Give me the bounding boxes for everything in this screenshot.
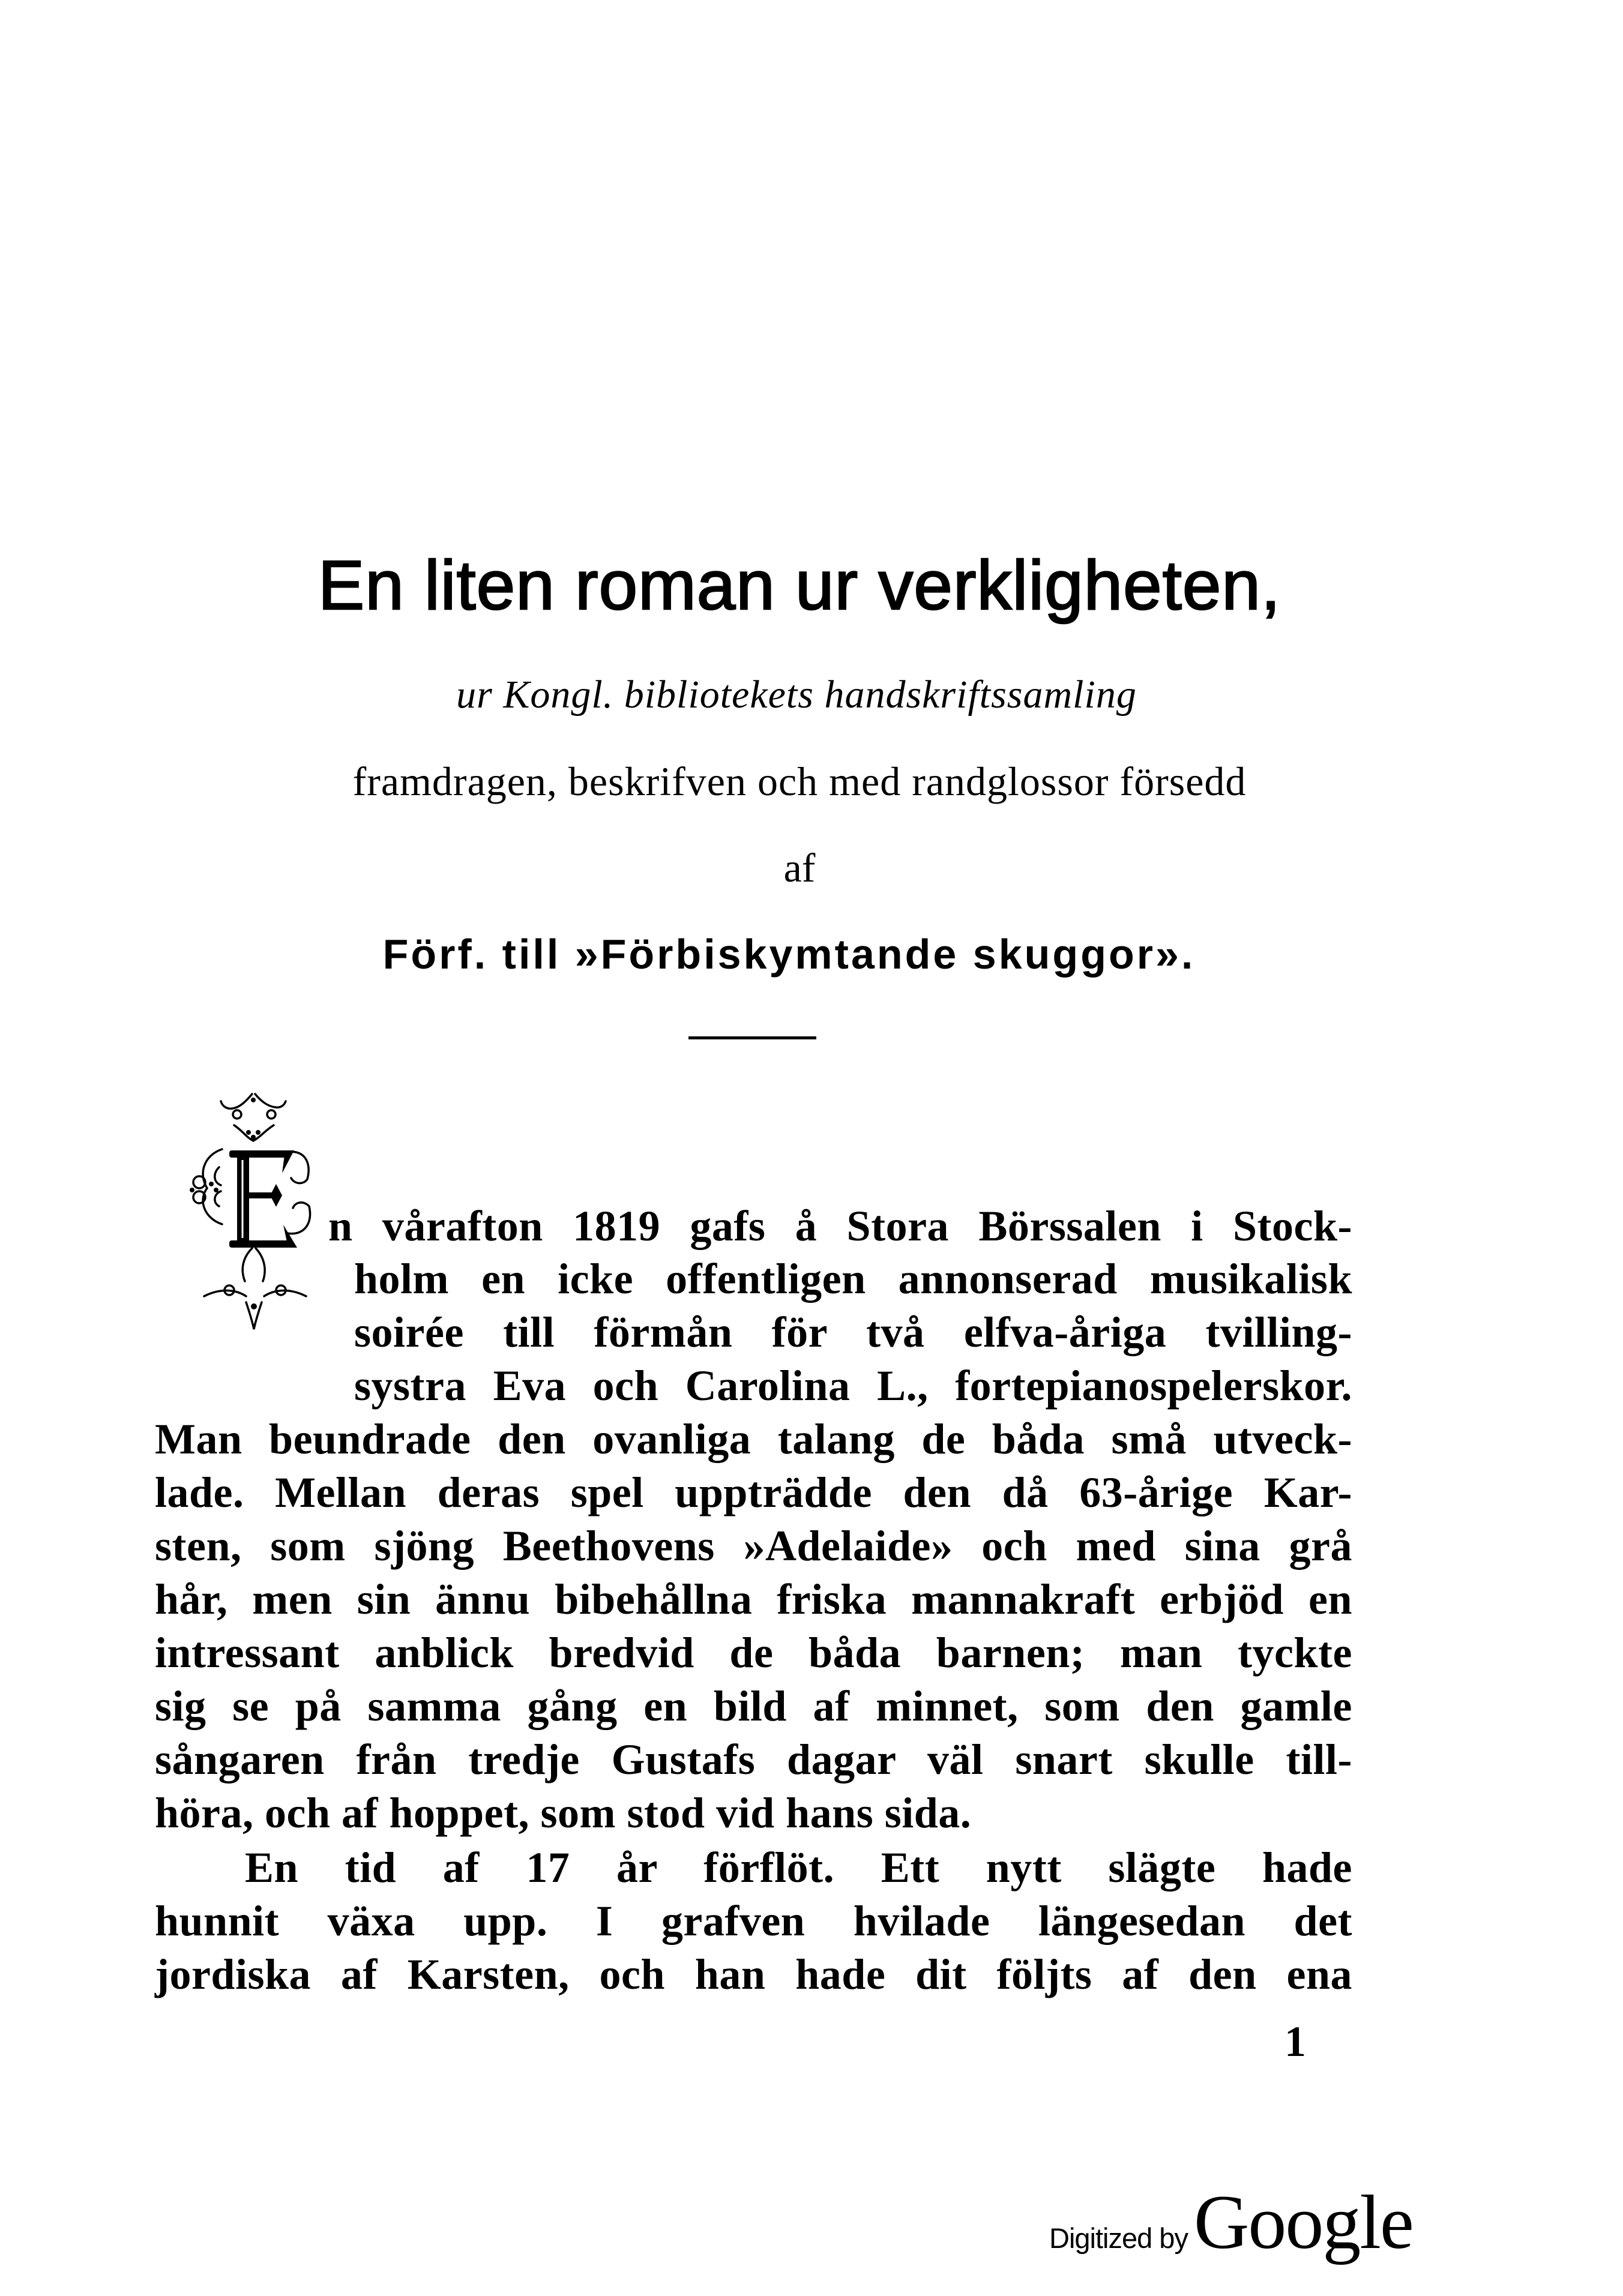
chapter-title-text: En liten roman ur verkligheten, <box>318 546 1281 624</box>
body-line: jordiska af Karsten, och han hade dit följts af den ena <box>155 1950 1352 1998</box>
body-line: En tid af 17 år förflöt. Ett nytt slägte hade <box>245 1844 1352 1892</box>
body-line: lade. Mellan deras spel uppträdde den då 63-årige Kar- <box>155 1468 1352 1516</box>
body-line: sig se på samma gång en bild af minnet, som den gamle <box>155 1682 1352 1730</box>
dropcap-ornament-icon <box>180 1083 330 1335</box>
subtitle-description <box>0 757 1623 805</box>
google-logo-icon: Google <box>1193 2180 1413 2265</box>
body-line: hunnit växa upp. I grafven hvilade längesedan det <box>155 1897 1352 1945</box>
subtitle-source-text: ur Kongl. bibliotekets handskriftssamling <box>456 673 1137 717</box>
body-line: höra, och af hoppet, som stod vid hans sida. <box>155 1789 972 1837</box>
digitized-by-watermark <box>1049 2178 1413 2265</box>
by-line <box>0 844 1623 892</box>
body-line: soirée till förmån för två elfva-åriga tvilling- <box>354 1308 1352 1356</box>
body-line: n vårafton 1819 gafs å Stora Börssalen i Stock- <box>328 1202 1352 1250</box>
section-divider <box>688 1036 816 1039</box>
author-attribution <box>0 929 1623 979</box>
subtitle-source <box>0 671 1623 719</box>
body-line: Man beundrade den ovanliga talang de båda små utveck- <box>155 1415 1352 1463</box>
chapter-title <box>0 543 1623 627</box>
author-attribution-text: Förf. till »Förbiskymtande skuggor». <box>382 931 1196 978</box>
body-line: sten, som sjöng Beethovens »Adelaide» och med sina grå <box>155 1522 1352 1570</box>
body-line: hår, men sin ännu bibehållna friska mannakraft erbjöd en <box>155 1575 1352 1623</box>
body-line: sångaren från tredje Gustafs dagar väl snart skulle till- <box>155 1736 1352 1784</box>
page-number: 1 <box>1284 2018 1306 2066</box>
body-line: systra Eva och Carolina L., fortepianospelerskor. <box>354 1362 1352 1410</box>
body-line: holm en icke offentligen annonserad musikalisk <box>354 1255 1352 1303</box>
digitized-by-label: Digitized by <box>1049 2222 1188 2254</box>
subtitle-description-text: framdragen, beskrifven och med randglossor försedd <box>352 759 1247 804</box>
by-line-text: af <box>783 845 816 891</box>
body-line: intressant anblick bredvid de båda barnen; man tyckte <box>155 1629 1352 1677</box>
